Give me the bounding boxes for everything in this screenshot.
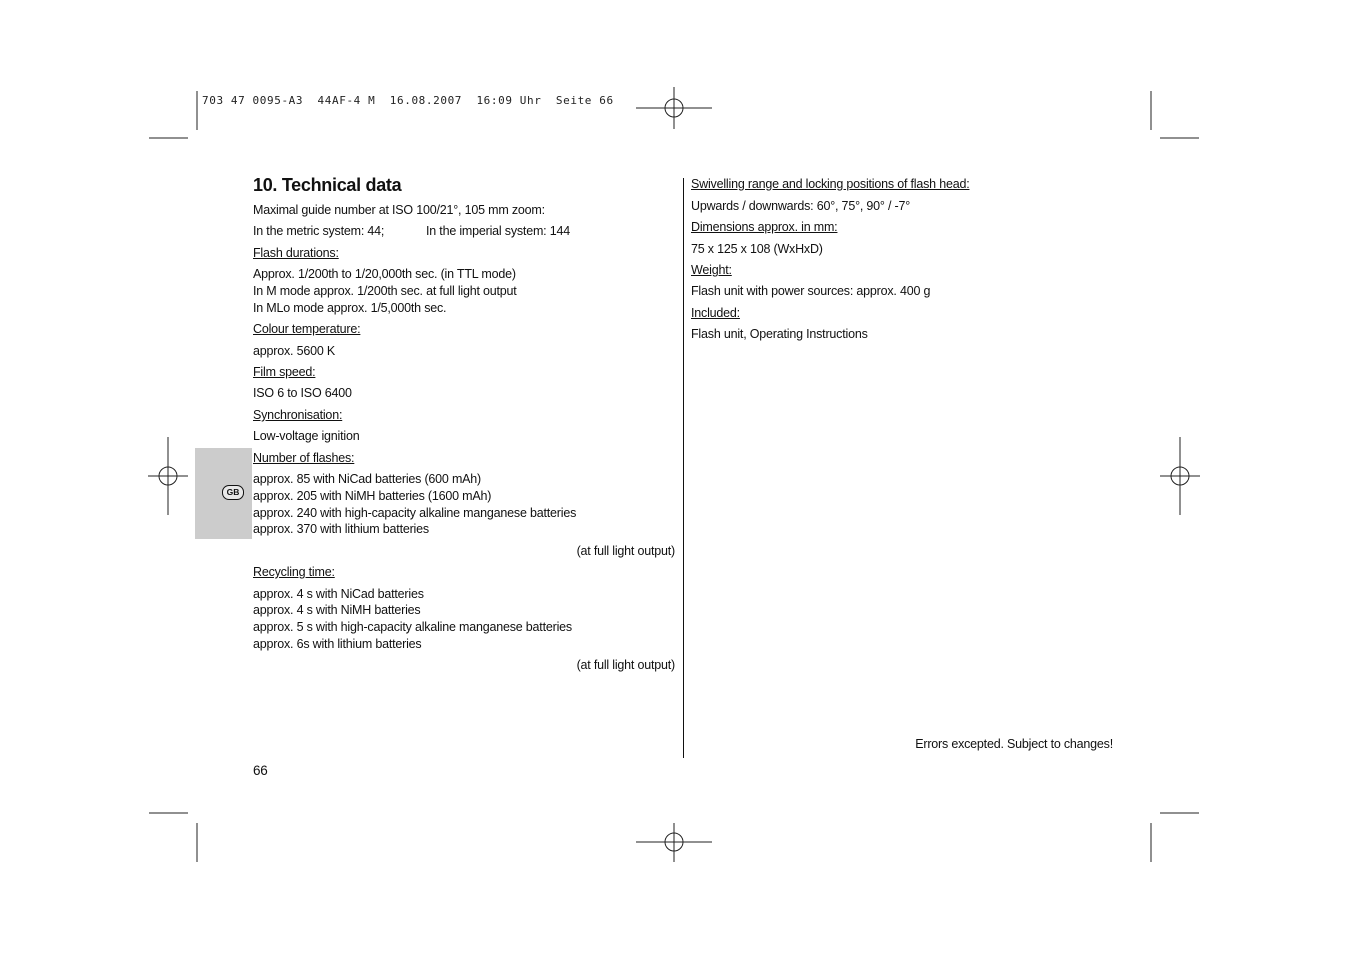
flashes-line: approx. 240 with high-capacity alkaline manganese batteries <box>253 506 577 520</box>
recycling-line: approx. 4 s with NiMH batteries <box>253 603 421 617</box>
guide-number-heading: Maximal guide number at ISO 100/21°, 105 mm zoom: <box>253 203 545 217</box>
recycling-note: (at full light output) <box>576 658 675 672</box>
synchronisation-value: Low-voltage ignition <box>253 429 360 443</box>
synchronisation-label: Synchronisation: <box>253 408 343 422</box>
swivelling-range-label: Swivelling range and locking positions of flash head: <box>691 177 970 191</box>
weight-label: Weight: <box>691 263 732 277</box>
dimensions-label: Dimensions approx. in mm: <box>691 220 838 234</box>
disclaimer: Errors excepted. Subject to changes! <box>915 737 1113 751</box>
registration-mark <box>636 823 712 862</box>
number-of-flashes-label: Number of flashes: <box>253 451 355 465</box>
registration-mark <box>148 437 188 515</box>
recycling-line: approx. 4 s with NiCad batteries <box>253 587 424 601</box>
guide-number-imperial: In the imperial system: 144 <box>426 224 570 238</box>
flashes-line: approx. 85 with NiCad batteries (600 mAh) <box>253 472 482 486</box>
recycling-line: approx. 6s with lithium batteries <box>253 637 422 651</box>
language-tab <box>195 448 252 539</box>
film-speed-value: ISO 6 to ISO 6400 <box>253 386 352 400</box>
film-speed-label: Film speed: <box>253 365 316 379</box>
flash-durations-label: Flash durations: <box>253 246 339 260</box>
flashes-note: (at full light output) <box>576 544 675 558</box>
flashes-line: approx. 370 with lithium batteries <box>253 522 429 536</box>
included-value: Flash unit, Operating Instructions <box>691 327 868 341</box>
print-slug: 703 47 0095-A3 44AF-4 M 16.08.2007 16:09 Uhr Seite 66 <box>202 94 614 107</box>
recycling-time-label: Recycling time: <box>253 565 335 579</box>
registration-mark <box>1160 437 1200 515</box>
flashes-line: approx. 205 with NiMH batteries (1600 mAh) <box>253 489 492 503</box>
recycling-line: approx. 5 s with high-capacity alkaline manganese batteries <box>253 620 572 634</box>
included-label: Included: <box>691 306 740 320</box>
dimensions-value: 75 x 125 x 108 (WxHxD) <box>691 242 823 256</box>
guide-number-metric: In the metric system: 44; <box>253 224 385 238</box>
section-title: 10. Technical data <box>253 175 402 195</box>
registration-mark <box>636 87 712 129</box>
column-divider <box>683 178 684 758</box>
colour-temperature-label: Colour temperature: <box>253 322 361 336</box>
swivelling-range-value: Upwards / downwards: 60°, 75°, 90° / -7° <box>691 199 911 213</box>
flash-duration-line: Approx. 1/200th to 1/20,000th sec. (in TTL mode) <box>253 267 516 281</box>
page-number: 66 <box>253 763 268 778</box>
flash-duration-line: In MLo mode approx. 1/5,000th sec. <box>253 301 447 315</box>
flash-duration-line: In M mode approx. 1/200th sec. at full light output <box>253 284 517 298</box>
language-badge: GB <box>222 485 244 500</box>
weight-value: Flash unit with power sources: approx. 400 g <box>691 284 931 298</box>
colour-temperature-value: approx. 5600 K <box>253 344 335 358</box>
